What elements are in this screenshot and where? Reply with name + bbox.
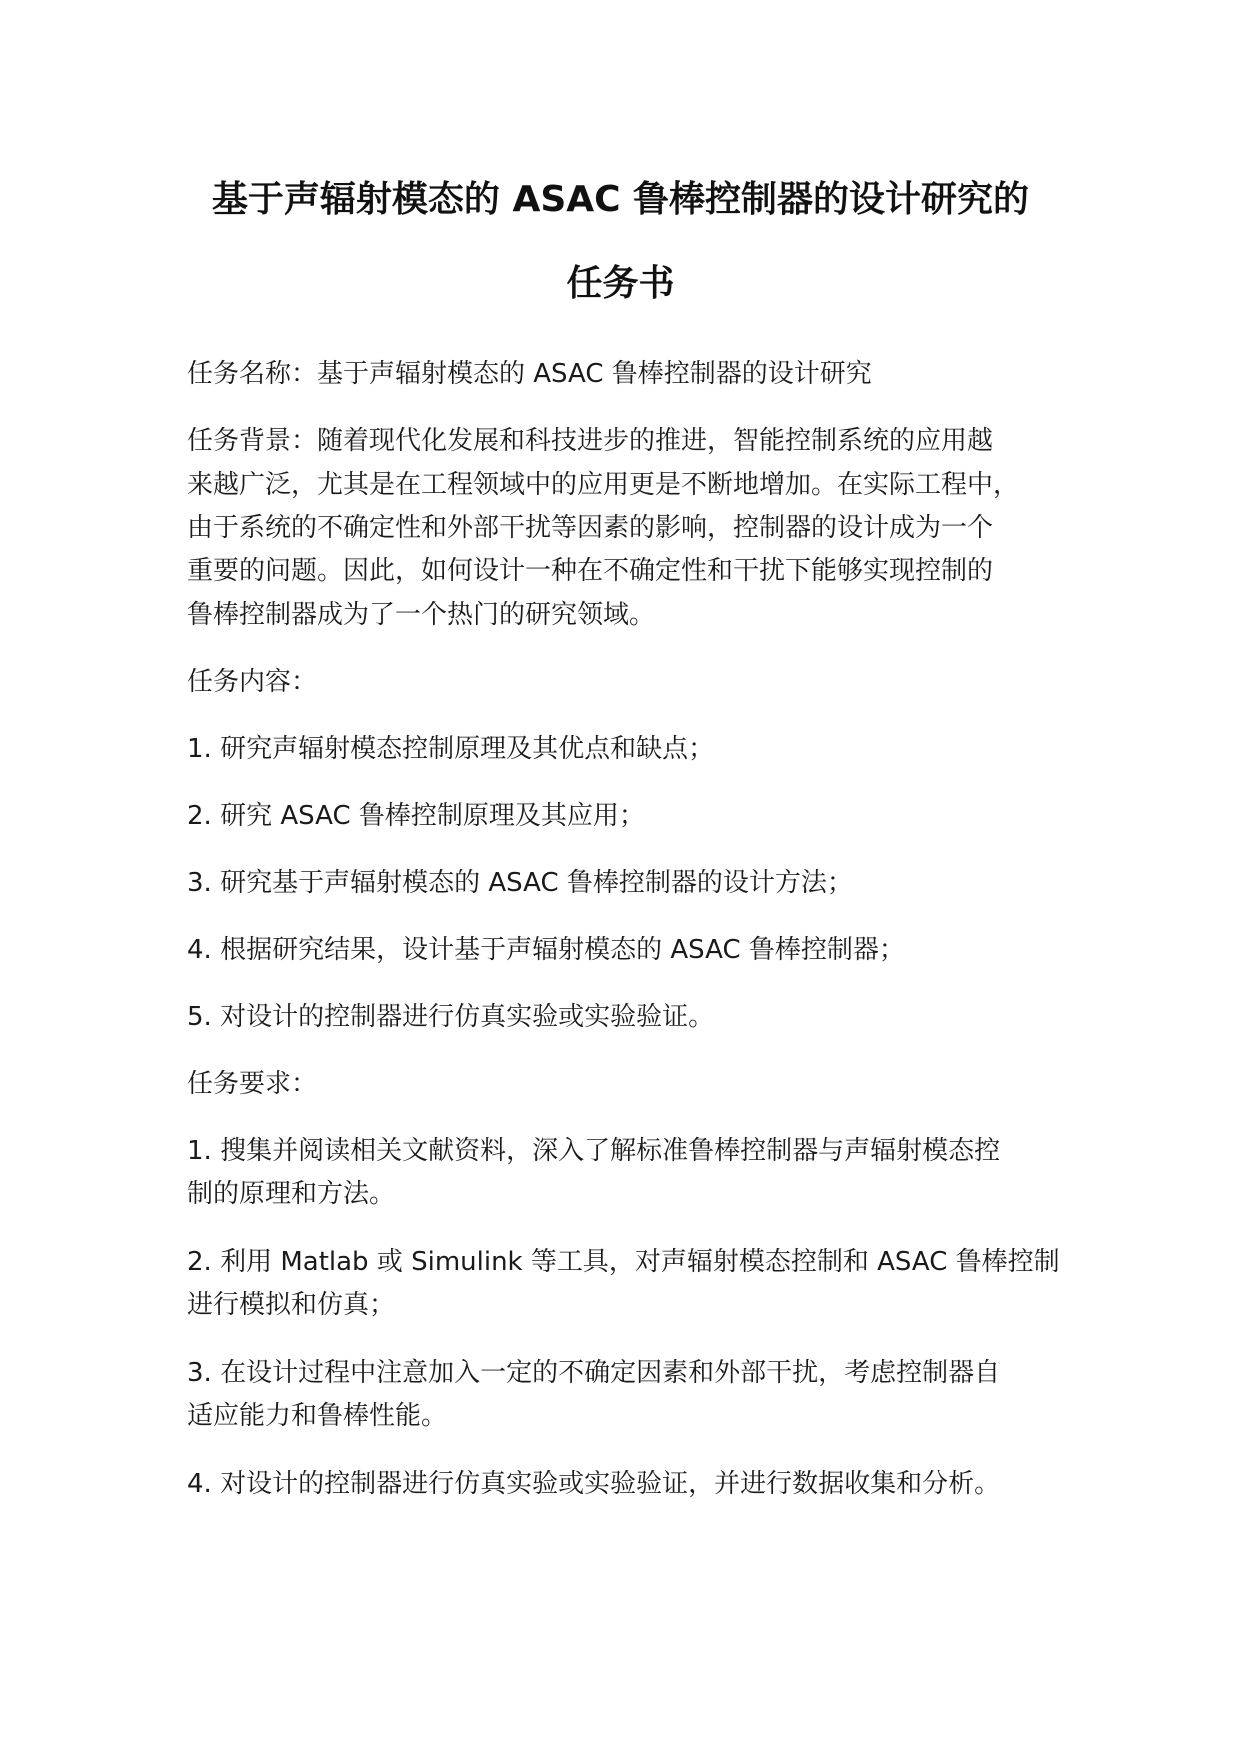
requirement-item-line: 适应能力和鲁棒性能。 — [187, 1401, 448, 1431]
requirement-item-line: 制的原理和方法。 — [187, 1179, 396, 1209]
requirement-item-line: 2. 利用 Matlab 或 Simulink 等工具，对声辐射模态控制和 ASAC 鲁棒控制 — [187, 1247, 1060, 1277]
requirement-item-line: 3. 在设计过程中注意加入一定的不确定因素和外部干扰，考虑控制器自 — [187, 1358, 1001, 1388]
content-item: 1. 研究声辐射模态控制原理及其优点和缺点； — [187, 734, 715, 764]
requirements-heading: 任务要求： — [187, 1069, 318, 1099]
background-line: 重要的问题。因此，如何设计一种在不确定性和干扰下能够实现控制的 — [187, 556, 994, 586]
background-line: 鲁棒控制器成为了一个热门的研究领域。 — [187, 600, 656, 630]
document-title-line-1: 基于声辐射模态的 ASAC 鲁棒控制器的设计研究的 — [211, 179, 1030, 220]
background-line: 由于系统的不确定性和外部干扰等因素的影响，控制器的设计成为一个 — [187, 513, 994, 543]
content-heading: 任务内容： — [187, 667, 318, 697]
background-line: 任务背景：随着现代化发展和科技进步的推进，智能控制系统的应用越 — [187, 426, 994, 456]
content-item: 4. 根据研究结果，设计基于声辐射模态的 ASAC 鲁棒控制器； — [187, 935, 905, 965]
document-title-line-2: 任务书 — [566, 263, 675, 304]
requirement-item-line: 1. 搜集并阅读相关文献资料，深入了解标准鲁棒控制器与声辐射模态控 — [187, 1136, 1001, 1166]
content-item: 3. 研究基于声辐射模态的 ASAC 鲁棒控制器的设计方法； — [187, 868, 853, 898]
requirement-item-line: 进行模拟和仿真； — [187, 1290, 396, 1320]
content-item: 2. 研究 ASAC 鲁棒控制原理及其应用； — [187, 801, 645, 831]
requirement-item-line: 4. 对设计的控制器进行仿真实验或实验验证，并进行数据收集和分析。 — [187, 1469, 1001, 1499]
background-line: 来越广泛，尤其是在工程领域中的应用更是不断地增加。在实际工程中， — [187, 470, 1020, 500]
content-item: 5. 对设计的控制器进行仿真实验或实验验证。 — [187, 1002, 715, 1032]
task-name: 任务名称：基于声辐射模态的 ASAC 鲁棒控制器的设计研究 — [187, 359, 872, 389]
